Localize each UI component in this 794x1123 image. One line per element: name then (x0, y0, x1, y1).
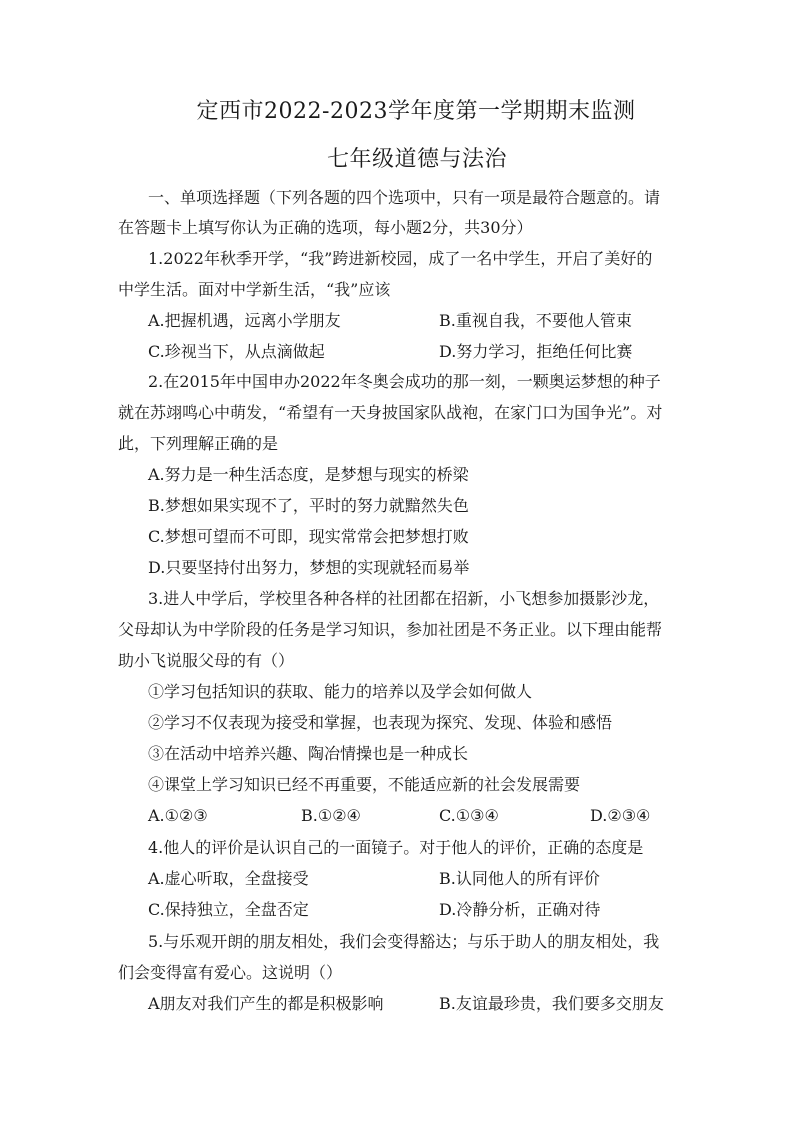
q5-stem-line-2: 们会变得富有爱心。这说明（） (118, 963, 343, 982)
q3-statement-2: ②学习不仅表现为接受和掌握，也表现为探究、发现、体验和感悟 (148, 713, 613, 732)
q1-stem-line-1: 1.2022年秋季开学，“我”跨进新校园，成了一名中学生，开启了美好的 (148, 249, 653, 268)
q3-stem-line-1: 3.进人中学后，学校里各种各样的社团都在招新，小飞想参加摄影沙龙， (148, 589, 660, 608)
q3-statement-4: ④课堂上学习知识已经不再重要，不能适应新的社会发展需要 (148, 775, 581, 794)
q3-option-d: D.②③④ (590, 806, 651, 825)
q4-stem-line-1: 4.他人的评价是认识自己的一面镜子。对于他人的评价，正确的态度是 (148, 838, 644, 857)
q2-stem-line-2: 就在苏翊鸣心中萌发，“希望有一天身披国家队战袍，在家门口为国争光”。对 (118, 403, 663, 422)
q4-option-a: A.虚心听取，全盘接受 (148, 869, 309, 888)
q2-option-d: D.只要坚持付出努力，梦想的实现就轻而易举 (148, 558, 470, 577)
q2-stem-line-1: 2.在2015年中国申办2022年冬奥会成功的那一刻，一颗奥运梦想的种子 (148, 372, 661, 391)
q4-option-d: D.冷静分析，正确对待 (439, 900, 601, 919)
q2-option-b: B.梦想如果实现不了，平时的努力就黯然失色 (148, 496, 469, 515)
q2-stem-line-3: 此，下列理解正确的是 (118, 434, 279, 453)
q1-option-d: D.努力学习，拒绝任何比赛 (439, 342, 633, 361)
q3-option-c: C.①③④ (439, 806, 499, 825)
q2-option-a: A.努力是一种生活态度，是梦想与现实的桥梁 (148, 465, 469, 484)
q3-option-b: B.①②④ (301, 806, 361, 825)
q5-stem-line-1: 5.与乐观开朗的朋友相处，我们会变得豁达；与乐于助人的朋友相处，我 (148, 932, 660, 951)
q3-statement-1: ①学习包括知识的获取、能力的培养以及学会如何做人 (148, 682, 533, 701)
exam-subject: 七年级道德与法治 (326, 147, 507, 172)
q4-option-c: C.保持独立，全盘否定 (148, 900, 309, 919)
q1-option-b: B.重视自我，不要他人管束 (439, 311, 632, 330)
q1-stem-line-2: 中学生活。面对中学新生活，“我”应该 (118, 280, 391, 299)
q3-stem-line-2: 父母却认为中学阶段的任务是学习知识，参加社团是不务正业。以下理由能帮 (118, 620, 663, 639)
q3-option-a: A.①②③ (148, 806, 208, 825)
q2-option-c: C.梦想可望而不可即，现实常常会把梦想打败 (148, 527, 469, 546)
q5-option-a: A朋友对我们产生的都是积极影响 (148, 994, 384, 1013)
section-heading-line-1: 一、单项选择题（下列各题的四个选项中，只有一项是最符合题意的。请 (148, 188, 661, 207)
q4-option-b: B.认同他人的所有评价 (439, 869, 600, 888)
q5-option-b: B.友谊最珍贵，我们要多交朋友 (439, 994, 664, 1013)
q3-statement-3: ③在活动中培养兴趣、陶冶情操也是一种成长 (148, 744, 469, 763)
q1-option-a: A.把握机遇，远离小学朋友 (148, 311, 341, 330)
exam-title: 定西市2022-2023学年度第一学期期末监测 (196, 99, 636, 124)
q1-option-c: C.珍视当下，从点滴做起 (148, 342, 325, 361)
q3-stem-line-3: 助小飞说服父母的有（） (118, 651, 295, 670)
section-heading-line-2: 在答题卡上填写你认为正确的选项，每小题2分，共30分） (118, 218, 533, 237)
